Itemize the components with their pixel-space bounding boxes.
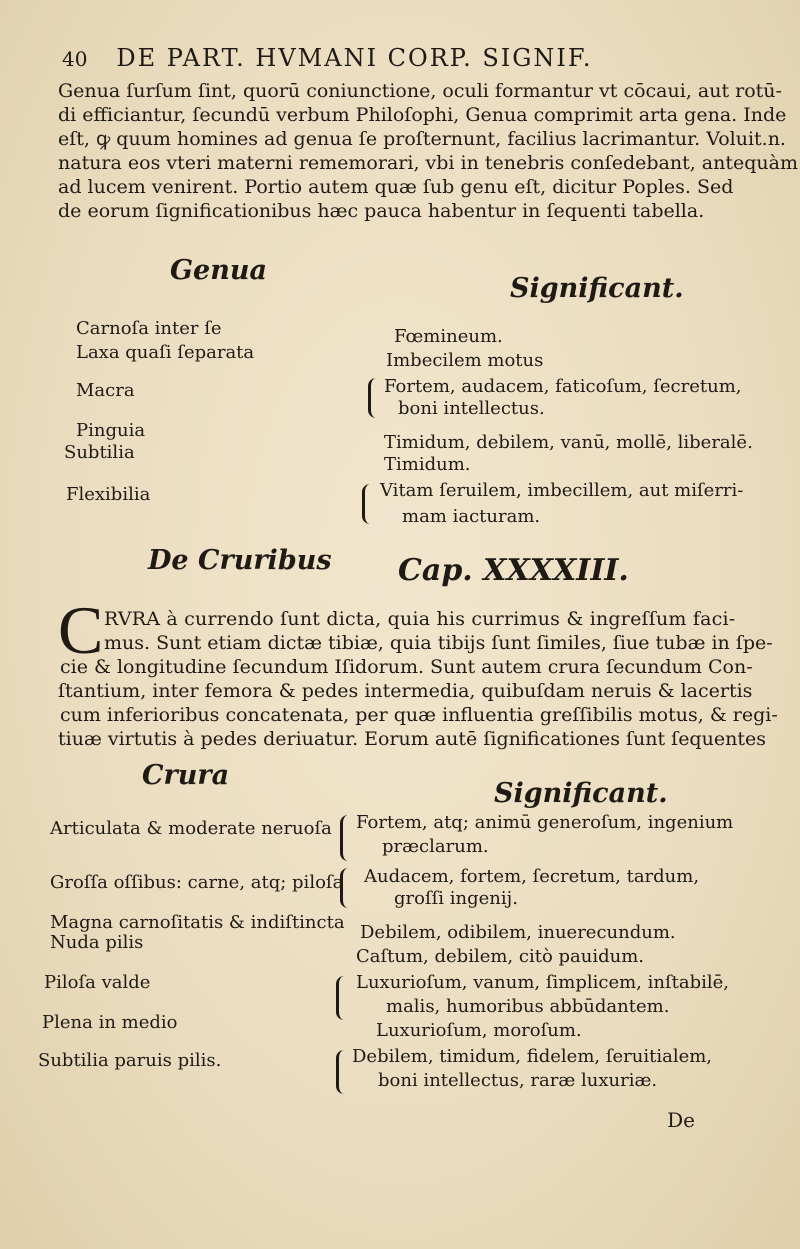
brace [336, 976, 349, 1020]
chapter-line-5: cum inferioribus concatenata, per quæ influentia greſſibilis motus, & regi- [60, 704, 778, 726]
table1-left-5: Subtilia [64, 442, 135, 463]
chapter-title: De Cruribus [148, 545, 332, 576]
intro-line-6: de eorum ſignificationibus hæc pauca habentur in ſequenti tabella. [58, 200, 705, 222]
chapter-line-6: tiuæ virtutis à pedes deriuatur. Eorum autē ſignificationes ſunt ſequentes [58, 728, 766, 750]
table1-right-2: Imbecilem motus [386, 350, 544, 371]
brace [368, 378, 381, 418]
brace [340, 868, 353, 908]
table2-left-header: Crura [142, 760, 230, 791]
table2-right-6: Caſtum, debilem, citò pauidum. [356, 946, 645, 967]
table2-left-1: Articulata & moderate neruoſa [50, 818, 332, 839]
table1-left-1: Carnoſa inter ſe [76, 318, 222, 339]
table2-right-5: Debilem, odibilem, inuerecundum. [360, 922, 676, 943]
intro-line-5: ad lucem venirent. Portio autem quæ ſub genu eſt, dicitur Poples. Sed [58, 176, 734, 198]
table2-right-2: præclarum. [382, 836, 489, 857]
intro-line-2: di efficiantur, ſecundū verbum Philoſophi, Genua comprimit arta gena. Inde [58, 104, 787, 126]
brace [362, 484, 375, 524]
table1-right-6: Timidum. [384, 454, 471, 475]
table2-right-8: malis, humoribus abbūdantem. [386, 996, 670, 1017]
brace [340, 815, 353, 861]
table2-right-9: Luxurioſum, moroſum. [376, 1020, 582, 1041]
table2-right-header: Significant. [494, 778, 668, 809]
table2-left-6: Plena in medio [42, 1012, 178, 1033]
running-title: DE PART. HVMANI CORP. SIGNIF. [116, 44, 593, 72]
table1-left-4: Pinguia [76, 420, 146, 441]
table2-right-3: Audacem, fortem, ſecretum, tardum, [364, 866, 700, 887]
table1-right-4: boni intellectus. [398, 398, 545, 419]
brace [336, 1050, 349, 1094]
table1-right-3: Fortem, audacem, faticoſum, ſecretum, [384, 376, 742, 397]
table2-right-10: Debilem, timidum, fidelem, ſeruitialem, [352, 1046, 713, 1067]
table2-left-5: Piloſa valde [44, 972, 151, 993]
table1-right-header: Significant. [510, 273, 684, 304]
table2-left-2: Groſſa oſſibus: carne, atq; piloſa [50, 872, 344, 893]
table2-right-4: groſſi ingenij. [394, 888, 518, 909]
drop-cap: C [58, 592, 104, 668]
intro-line-1: Genua ſurſum ſint, quorū coniunctione, oculi formantur vt cōcaui, aut rotū- [58, 80, 782, 102]
chapter-number: Cap. XXXXIII. [398, 553, 629, 588]
intro-line-4: natura eos vteri materni rememorari, vbi in tenebris conſedebant, antequàm [58, 152, 798, 174]
table1-left-3: Macra [76, 380, 135, 401]
table1-right-5: Timidum, debilem, vanū, mollē, liberalē. [384, 432, 753, 453]
chapter-line-3: cie & longitudine ſecundum Iſidorum. Sunt autem crura ſecundum Con- [60, 656, 753, 678]
table2-left-4: Nuda pilis [50, 932, 144, 953]
running-header [62, 44, 592, 72]
table1-right-1: Fœmineum. [394, 326, 503, 347]
table2-right-7: Luxurioſum, vanum, ſimplicem, inſtabilē, [356, 972, 730, 993]
table1-left-header: Genua [170, 255, 267, 286]
table2-right-11: boni intellectus, raræ luxuriæ. [378, 1070, 658, 1091]
table2-left-3: Magna carnoſitatis & indiſtincta [50, 912, 345, 933]
intro-line-3: eſt, ꝙ quum homines ad genua ſe proſternunt, facilius lacrimantur. Voluit.n. [58, 128, 786, 150]
chapter-line-1: RVRA à currendo ſunt dicta, quia his currimus & ingreſſum faci- [104, 608, 736, 630]
table2-right-1: Fortem, atq; animū generoſum, ingenium [356, 812, 734, 833]
table2-left-7: Subtilia paruis pilis. [38, 1050, 222, 1071]
catchword: De [667, 1108, 695, 1132]
table1-left-6: Flexibilia [66, 484, 151, 505]
table1-right-8: mam iacturam. [402, 506, 541, 527]
chapter-line-4: ſtantium, inter femora & pedes intermedia, quibuſdam neruis & lacertis [58, 680, 753, 702]
chapter-line-2: mus. Sunt etiam dictæ tibiæ, quia tibijs ſunt ſimiles, ſiue tubæ in ſpe- [104, 632, 773, 654]
table1-left-2: Laxa quaſi ſeparata [76, 342, 255, 363]
table1-right-7: Vitam ſeruilem, imbecillem, aut miſerri- [380, 480, 744, 501]
page-number: 40 [62, 47, 88, 71]
